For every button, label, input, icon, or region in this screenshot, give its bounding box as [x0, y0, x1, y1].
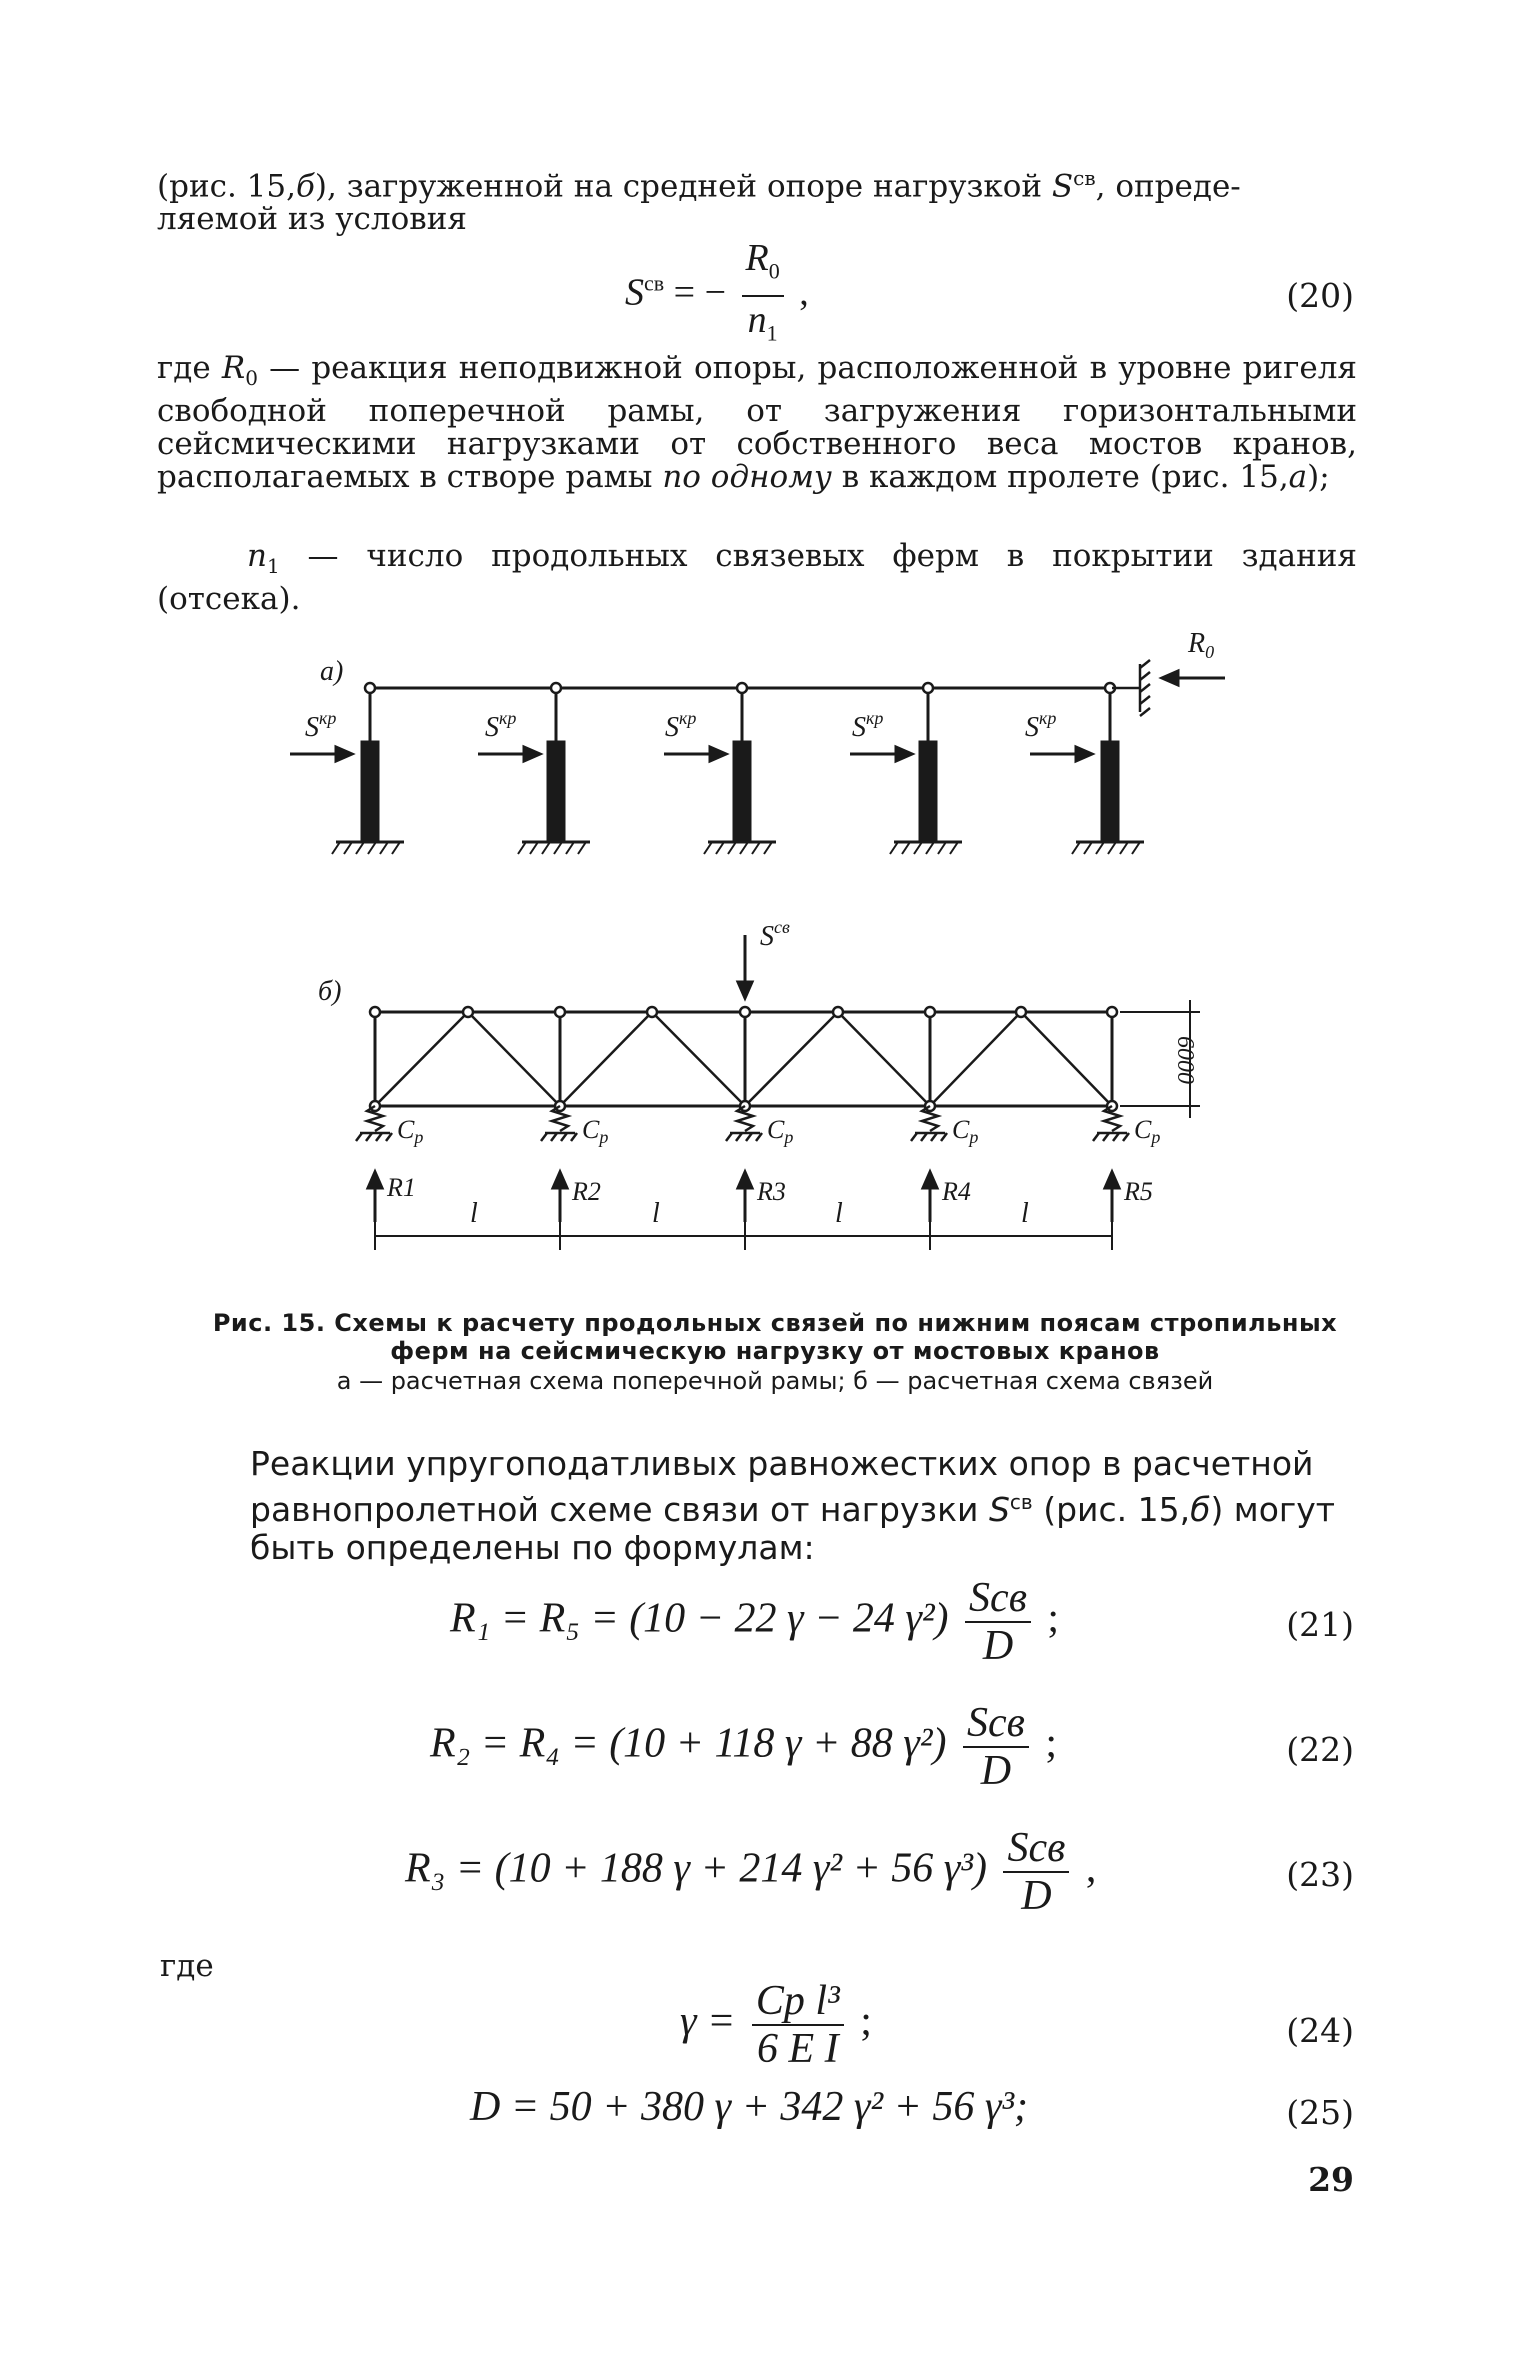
crane-load-label-5: $S^{кр}$ [1025, 708, 1057, 743]
reaction-r0-label: $R_0$ [1188, 628, 1215, 662]
span-label-4: l [1021, 1198, 1029, 1229]
crane-load-label-1: $S^{кр}$ [305, 708, 337, 743]
where-label: где [160, 1948, 214, 1984]
crane-load-5 [1030, 747, 1092, 761]
label-b: б) [318, 976, 342, 1007]
figure-caption-title: Рис. 15. Схемы к расчету продольных связей по нижним поясам стропильных ферм на сейсмическую нагрузку от мостовых кранов [212, 1309, 1338, 1365]
span-label-1: l [470, 1198, 478, 1229]
column-3 [708, 688, 776, 842]
fixed-support-right [1112, 660, 1150, 716]
paragraph-where-r0: где $R_0$ — реакция неподвижной опоры, расположенной в уровне ригеля свободной поперечной рамы, от загружения горизонтальными сейсмическими нагрузками от собственного веса мостов кранов, располагаемых в створе рамы по одному в каждом пролете (рис. 15,а); [157, 350, 1357, 496]
spring-label-1: Cp [397, 1115, 424, 1147]
span-label-2: l [652, 1198, 660, 1229]
equation-number-20: (20) [1286, 276, 1354, 315]
formula-21: R₁ = R₅ = (10 − 22 γ − 24 γ²) $\frac{\text{Sсв}}{D}$ ; [450, 1575, 1060, 1669]
paragraph-where-n1: $n_1$ — число продольных связевых ферм в покрытии здания (отсека). [157, 538, 1357, 618]
crane-load-4 [850, 747, 912, 761]
reaction-label-1: R1 [387, 1173, 416, 1202]
reaction-r0-arrow [1162, 671, 1225, 685]
formula-23: R₃ = (10 + 188 γ + 214 γ² + 56 γ³) $\frac{\text{Sсв}}{D}$ , [405, 1825, 1097, 1919]
spring-label-3: Cp [767, 1115, 794, 1147]
page-number: 29 [1308, 2160, 1354, 2199]
reaction-label-2: R2 [572, 1177, 601, 1206]
label-a: а) [320, 656, 344, 687]
paragraph-reactions: Реакции упругоподатливых равножестких опор в расчетной равнопролетной схеме связи от нагрузки $S^{св}$ (рис. 15,б) могут быть определены по формулам: [250, 1444, 1335, 1567]
formula-25: D = 50 + 380 γ + 342 γ² + 56 γ³; [470, 2084, 1029, 2130]
paragraph-intro: (рис. 15,б), загруженной на средней опоре нагрузкой $S^{св}$, опреде- ляемой из условия [157, 166, 1241, 238]
crane-load-3 [664, 747, 726, 761]
crane-load-label-4: $S^{кр}$ [852, 708, 884, 743]
column-1 [336, 688, 404, 842]
top-load-label: $S^{св}$ [760, 917, 790, 952]
frame-diagram-a [290, 628, 1225, 854]
equation-number-21: (21) [1286, 1605, 1354, 1644]
crane-load-label-3: $S^{кр}$ [665, 708, 697, 743]
crane-load-2 [478, 747, 540, 761]
span-dimension [375, 1222, 1112, 1250]
top-load-arrow [738, 935, 752, 998]
equation-number-22: (22) [1286, 1730, 1354, 1769]
formula-20: $S^{св}$ = − $\frac{R_0}{n_1}$ , [625, 237, 809, 346]
equation-number-25: (25) [1286, 2093, 1354, 2132]
equation-number-24: (24) [1286, 2011, 1354, 2050]
height-dimension-label: 6000 [1172, 1036, 1198, 1084]
column-5 [1076, 688, 1144, 842]
truss-diagram-b [318, 917, 1200, 1250]
ground-hatching-a [332, 842, 1140, 854]
column-2 [522, 688, 590, 842]
equation-number-23: (23) [1286, 1855, 1354, 1894]
spring-label-2: Cp [582, 1115, 609, 1147]
span-label-3: l [835, 1198, 843, 1229]
reaction-label-4: R4 [942, 1177, 971, 1206]
spring-label-5: Cp [1134, 1115, 1161, 1147]
figure-caption-subtitle: а — расчетная схема поперечной рамы; б — расчетная схема связей [336, 1367, 1214, 1395]
crane-load-label-2: $S^{кр}$ [485, 708, 517, 743]
reaction-label-5: R5 [1124, 1177, 1153, 1206]
spring-label-4: Cp [952, 1115, 979, 1147]
reaction-arrows [368, 1172, 1119, 1222]
formula-24: γ = $\frac{\text{Cp l³}}{\text{6 E I}}$ ; [680, 1978, 872, 2072]
column-4 [894, 688, 962, 842]
reaction-label-3: R3 [757, 1177, 786, 1206]
formula-22: R₂ = R₄ = (10 + 118 γ + 88 γ²) $\frac{\text{Sсв}}{D}$ ; [430, 1700, 1057, 1794]
crane-load-1 [290, 747, 352, 761]
